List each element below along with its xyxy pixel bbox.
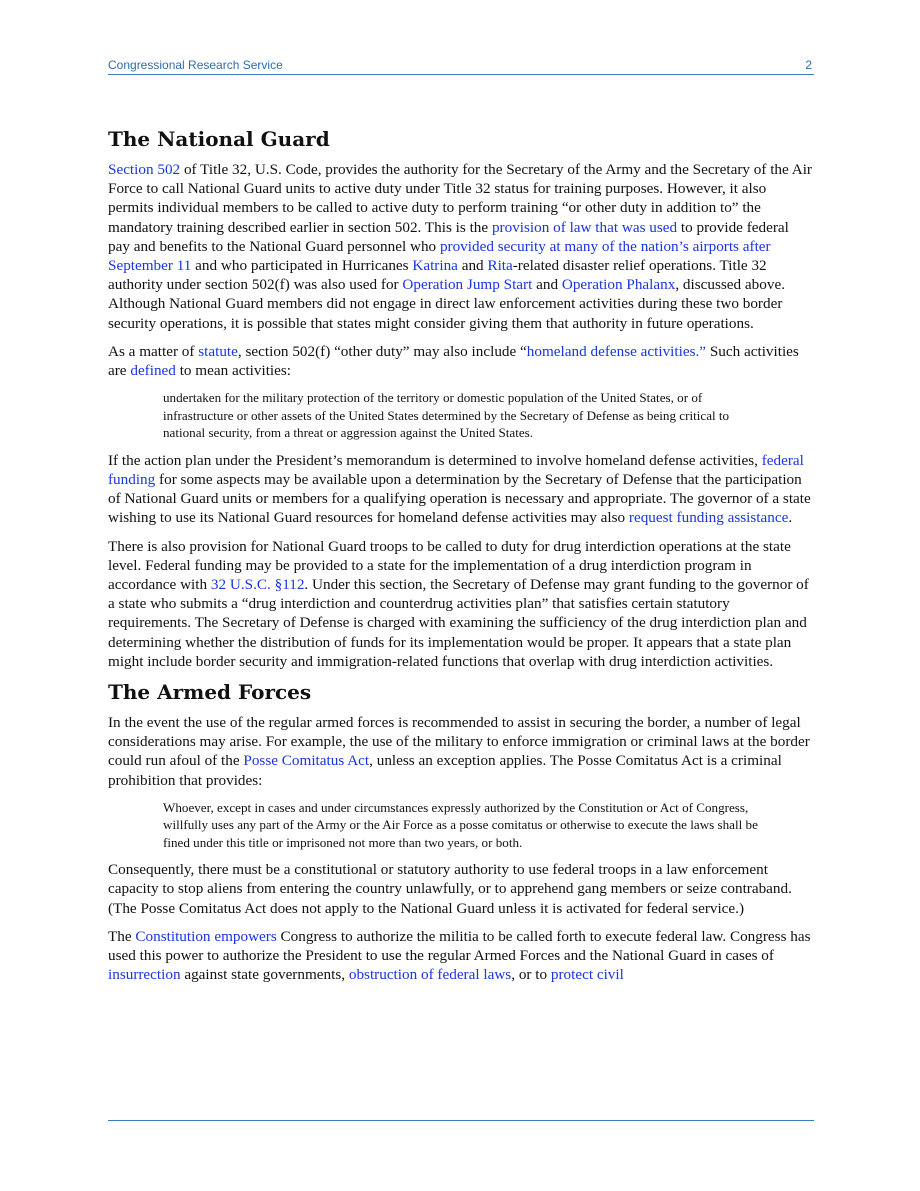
document-body [108, 121, 814, 994]
paragraph [108, 160, 814, 333]
block-quote: Whoever, except in cases and under circumstances expressly authorized by the Constitution or Act of Congress, willfully uses any part of the Army or the Air Force as a posse comitatus or otherwise to execute the laws shall be fined under this title or imprisoned not more than two years, or both. [163, 799, 758, 850]
text: , unless an exception applies. The Posse Comitatus Act is a criminal prohibition that provides: [108, 752, 782, 789]
text: In the event the use of the regular armed forces is recommended to assist in securing the border, a number of legal considerations may arise. For example, the use of the military to enforce immigration or criminal laws at the border could run afoul of the [108, 713, 810, 770]
text: . Under this section, the Secretary of Defense may grant funding to the governor of a state who submits a “drug interdiction and counterdrug activities plan” that satisfies certain statutory requirements. The Secretary of Defense is charged with examining the sufficiency of the drug interdiction plan and determining whether the distribution of funds for its implementation would be proper. It appears that a state plan might include border security and immigration-related functions that overlap with drug interdiction activities. [108, 575, 809, 670]
link-operation-phalanx[interactable]: Operation Phalanx [561, 276, 676, 294]
header-publisher: Congressional Research Service [108, 58, 283, 72]
text: Such activities are [108, 342, 799, 380]
link-homeland-defense-activities[interactable]: homeland defense activities.” [526, 342, 707, 360]
page-header [108, 58, 814, 75]
text: and [457, 257, 488, 275]
block-quote: undertaken for the military protection of the territory or domestic population of the United States, or of infrastructure or other assets of the United States determined by the Secretary of Defense as being critical to national security, from a threat or aggression against the United States. [163, 390, 730, 441]
link-request-funding-assistance[interactable]: request funding assistance [628, 509, 789, 527]
link-statute[interactable]: statute [198, 342, 238, 360]
text: against state governments, [180, 966, 349, 984]
link-provision-of-law[interactable]: provision of law that was used [491, 218, 678, 236]
text: of Title 32, U.S. Code, provides the authority for the Secretary of the Army and the Secretary of the Air Force to call National Guard units to active duty under Title 32 status for training purposes. However, it also permits individual members to be called to active duty to perform training “or other duty in addition to” the mandatory training described earlier in section 502. This is the [108, 161, 812, 236]
link-rita[interactable]: Rita [487, 257, 513, 275]
text: and [532, 276, 562, 294]
text: -related disaster relief operations. Title 32 authority under section 502(f) was also used for [108, 257, 767, 294]
page-number: 2 [805, 58, 812, 72]
paragraph [108, 713, 814, 790]
text: and who participated in Hurricanes [191, 257, 413, 275]
text: The [108, 927, 136, 945]
text: to mean activities: [175, 362, 292, 380]
link-section-502[interactable]: Section 502 [108, 161, 181, 178]
text: There is also provision for National Guard troops to be called to duty for drug interdiction operations at the state level. Federal funding may be provided to a state for the implementation of a drug interdiction program in accordance with [108, 537, 791, 593]
text: , or to [511, 966, 551, 984]
link-operation-jump-start[interactable]: Operation Jump Start [402, 276, 533, 294]
paragraph: Consequently, there must be a constitutional or statutory authority to use federal troops in a law enforcement capacity to stop aliens from entering the country unlawfully, or to apprehend gang members or seize contraband. (The Posse Comitatus Act does not apply to the National Guard unless it is activated for federal service.) [108, 861, 792, 917]
link-protect-civil[interactable]: protect civil [550, 966, 624, 984]
paragraph [108, 537, 814, 671]
text: If the action plan under the President’s memorandum is determined to involve homeland defense activities, [108, 451, 762, 469]
paragraph [108, 451, 814, 528]
link-federal-funding[interactable]: federal funding [108, 451, 804, 488]
text: Congress to authorize the militia to be called forth to execute federal law. Congress has used this power to authorize the President to use the regular Armed Forces and the National Guard in cases of [108, 927, 811, 965]
text: for some aspects may be available upon a determination by the Secretary of Defense that the participation of National Guard units or members for a qualifying operation is necessary and appropriate. The governor of a state wishing to use its National Guard resources for homeland defense activities may also [108, 470, 811, 527]
link-posse-comitatus-act[interactable]: Posse Comitatus Act [243, 752, 370, 770]
paragraph [108, 342, 814, 380]
footer-rule [108, 1120, 814, 1121]
text: to provide federal pay and benefits to the National Guard personnel who [108, 218, 789, 255]
link-insurrection[interactable]: insurrection [108, 966, 181, 984]
paragraph [108, 927, 814, 985]
text: , section 502(f) “other duty” may also include “ [237, 342, 527, 360]
link-obstruction-of-federal-laws[interactable]: obstruction of federal laws [348, 966, 512, 984]
text: As a matter of [108, 342, 199, 360]
section-title-armed-forces: The Armed Forces [108, 679, 312, 704]
section-title-national-guard: The National Guard [108, 127, 330, 151]
link-airport-security[interactable]: provided security at many of the nation’s airports after September 11 [108, 237, 771, 275]
text: . [788, 509, 793, 527]
link-32-usc-112[interactable]: 32 U.S.C. §112 [210, 575, 305, 593]
link-defined[interactable]: defined [130, 362, 176, 380]
link-constitution-empowers[interactable]: Constitution empowers [135, 927, 277, 945]
link-katrina[interactable]: Katrina [412, 257, 458, 275]
text: , discussed above. Although National Guard members did not engage in direct law enforcement activities during these two border security operations, it is possible that states might consider giving them that authority in future operations. [108, 276, 785, 332]
